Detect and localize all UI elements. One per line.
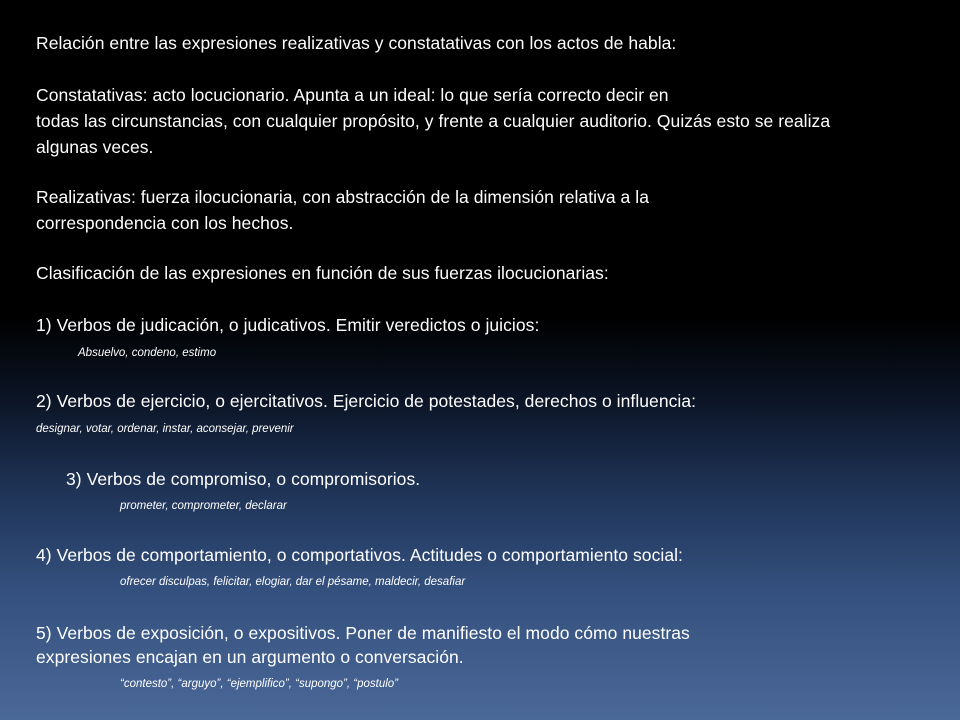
realizativas-line-1: Realizativas: fuerza ilocucionaria, con abstracción de la dimensión relativa a la	[36, 187, 649, 207]
item-1-title: 1) Verbos de judicación, o judicativos. Emitir veredictos o juicios:	[36, 315, 540, 335]
item-3-title: 3) Verbos de compromiso, o compromisorios.	[66, 469, 421, 489]
constatativas-line-3: algunas veces.	[36, 137, 154, 157]
item-2-title: 2) Verbos de ejercicio, o ejercitativos. Ejercicio de potestades, derechos o influencia:	[36, 391, 697, 411]
clasificacion-heading: Clasificación de las expresiones en función de sus fuerzas ilocucionarias:	[36, 263, 609, 283]
item-4-title: 4) Verbos de comportamiento, o comportativos. Actitudes o comportamiento social:	[36, 545, 683, 565]
item-5-title-line-1: 5) Verbos de exposición, o expositivos. Poner de manifiesto el modo cómo nuestras	[36, 623, 690, 643]
constatativas-line-2: todas las circunstancias, con cualquier propósito, y frente a cualquier auditorio. Quizás esto se realiza	[36, 111, 831, 131]
item-3-examples: prometer, comprometer, declarar	[120, 500, 287, 512]
item-5-title-line-2: expresiones encajan en un argumento o conversación.	[36, 647, 464, 667]
item-2-examples: designar, votar, ordenar, instar, aconsejar, prevenir	[36, 423, 294, 435]
slide-heading: Relación entre las expresiones realizativas y constatativas con los actos de habla:	[36, 33, 677, 53]
constatativas-line-1: Constatativas: acto locucionario. Apunta a un ideal: lo que sería correcto decir en	[36, 85, 669, 105]
item-1-examples: Absuelvo, condeno, estimo	[78, 347, 217, 359]
item-4-examples: ofrecer disculpas, felicitar, elogiar, dar el pésame, maldecir, desafiar	[120, 576, 466, 588]
realizativas-line-2: correspondencia con los hechos.	[36, 213, 294, 233]
item-5-examples: “contesto”, “arguyo”, “ejemplifico”, “supongo”, “postulo”	[120, 678, 399, 690]
